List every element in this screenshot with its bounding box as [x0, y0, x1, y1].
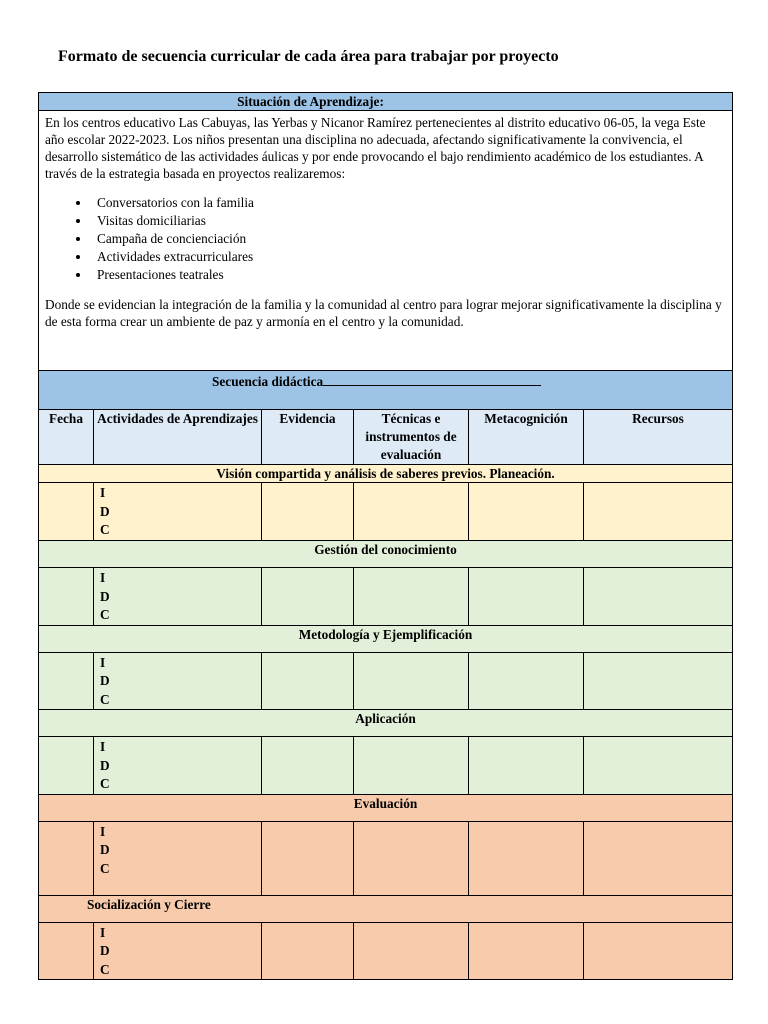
list-item: • Conversatorios con la familia	[91, 194, 726, 212]
idc-letter: I	[100, 570, 106, 585]
recursos-cell[interactable]	[584, 568, 733, 626]
idc-cell[interactable]	[94, 568, 262, 626]
table-row	[39, 737, 733, 795]
tecnicas-cell[interactable]	[354, 821, 469, 895]
fecha-cell[interactable]	[39, 483, 94, 541]
idc-letter: I	[100, 654, 106, 670]
metacognicion-cell[interactable]	[469, 922, 584, 980]
column-header-metacognicion: Metacognición	[469, 410, 584, 465]
idc-letter: C	[100, 776, 110, 791]
metacognicion-cell[interactable]	[469, 821, 584, 895]
strategy-list	[45, 194, 726, 284]
table-row	[39, 568, 733, 626]
phase-title: Socialización y Cierre	[39, 895, 733, 922]
sequence-label: Secuencia didáctica	[212, 374, 324, 389]
column-header-actividades: Actividades de Aprendizajes	[94, 410, 262, 465]
idc-letter: C	[100, 607, 110, 622]
idc-letter: D	[100, 588, 110, 604]
phase-title: Gestión del conocimiento	[39, 541, 733, 568]
evidencia-cell[interactable]	[262, 922, 354, 980]
list-item: • Actividades extracurriculares	[91, 248, 726, 266]
idc-cell[interactable]	[94, 483, 262, 541]
table-row	[39, 922, 733, 980]
situation-closing: Donde se evidencian la integración de la familia y la comunidad al centro para lograr mejorar significativamente la disciplina y de esta forma crear un ambiente de paz y armonía en el centro y la comunidad.	[45, 297, 722, 329]
evidencia-cell[interactable]	[262, 821, 354, 895]
idc-letter: D	[100, 842, 110, 857]
recursos-cell[interactable]	[584, 922, 733, 980]
idc-letter: D	[100, 673, 110, 688]
curricular-sequence-table	[38, 92, 733, 980]
situation-heading: Situación de Aprendizaje:	[39, 93, 733, 111]
fecha-cell[interactable]	[39, 568, 94, 626]
idc-letter: D	[100, 757, 110, 773]
idc-cell[interactable]	[94, 922, 262, 980]
phase-title: Aplicación	[39, 710, 733, 737]
list-item: • Presentaciones teatrales	[91, 266, 726, 284]
recursos-cell[interactable]	[584, 483, 733, 541]
idc-letter: I	[100, 485, 106, 500]
idc-letter: I	[100, 739, 106, 754]
metacognicion-cell[interactable]	[469, 568, 584, 626]
idc-letter: C	[100, 860, 110, 876]
table-row	[39, 821, 733, 895]
tecnicas-cell[interactable]	[354, 922, 469, 980]
column-header-fecha: Fecha	[39, 410, 94, 465]
tecnicas-cell[interactable]	[354, 483, 469, 541]
recursos-cell[interactable]	[584, 737, 733, 795]
fecha-cell[interactable]	[39, 922, 94, 980]
fecha-cell[interactable]	[39, 737, 94, 795]
column-header-evidencia: Evidencia	[262, 410, 354, 465]
tecnicas-cell[interactable]	[354, 737, 469, 795]
idc-letter: I	[100, 924, 106, 940]
idc-letter: D	[100, 503, 110, 519]
evidencia-cell[interactable]	[262, 483, 354, 541]
metacognicion-cell[interactable]	[469, 652, 584, 710]
document-title: Formato de secuencia curricular de cada área para trabajar por proyecto	[58, 48, 559, 65]
idc-cell[interactable]	[94, 737, 262, 795]
idc-letter: C	[100, 691, 110, 707]
list-item: • Visitas domiciliarias	[91, 212, 726, 230]
evidencia-cell[interactable]	[262, 652, 354, 710]
idc-cell[interactable]	[94, 821, 262, 895]
metacognicion-cell[interactable]	[469, 737, 584, 795]
sequence-blank-line[interactable]	[323, 373, 541, 386]
recursos-cell[interactable]	[584, 652, 733, 710]
tecnicas-cell[interactable]	[354, 652, 469, 710]
column-header-tecnicas: Técnicas e instrumentos de evaluación	[354, 410, 469, 465]
column-header-recursos: Recursos	[584, 410, 733, 465]
idc-cell[interactable]	[94, 652, 262, 710]
phase-title: Evaluación	[39, 794, 733, 821]
fecha-cell[interactable]	[39, 821, 94, 895]
phase-title: Visión compartida y análisis de saberes previos. Planeación.	[39, 465, 733, 483]
list-item: • Campaña de concienciación	[91, 230, 726, 248]
situation-intro: En los centros educativo Las Cabuyas, las Yerbas y Nicanor Ramírez pertenecientes al distrito educativo 06-05, la vega Este año escolar 2022-2023. Los niños presentan una disciplina no adecuada, afectando significativamente la convivencia, el desarrollo sistemático de las actividades áulicas y por ende provocando el bajo rendimiento académico de los estudiantes. A través de la estrategia basada en proyectos realizaremos:	[45, 115, 706, 181]
idc-letter: C	[100, 961, 110, 977]
evidencia-cell[interactable]	[262, 568, 354, 626]
table-row	[39, 652, 733, 710]
idc-letter: D	[100, 943, 110, 958]
idc-letter: I	[100, 823, 106, 839]
tecnicas-cell[interactable]	[354, 568, 469, 626]
sequence-title	[39, 371, 733, 410]
table-row	[39, 483, 733, 541]
situation-body	[39, 111, 733, 371]
evidencia-cell[interactable]	[262, 737, 354, 795]
fecha-cell[interactable]	[39, 652, 94, 710]
recursos-cell[interactable]	[584, 821, 733, 895]
phase-title: Metodología y Ejemplificación	[39, 625, 733, 652]
idc-letter: C	[100, 522, 110, 537]
metacognicion-cell[interactable]	[469, 483, 584, 541]
